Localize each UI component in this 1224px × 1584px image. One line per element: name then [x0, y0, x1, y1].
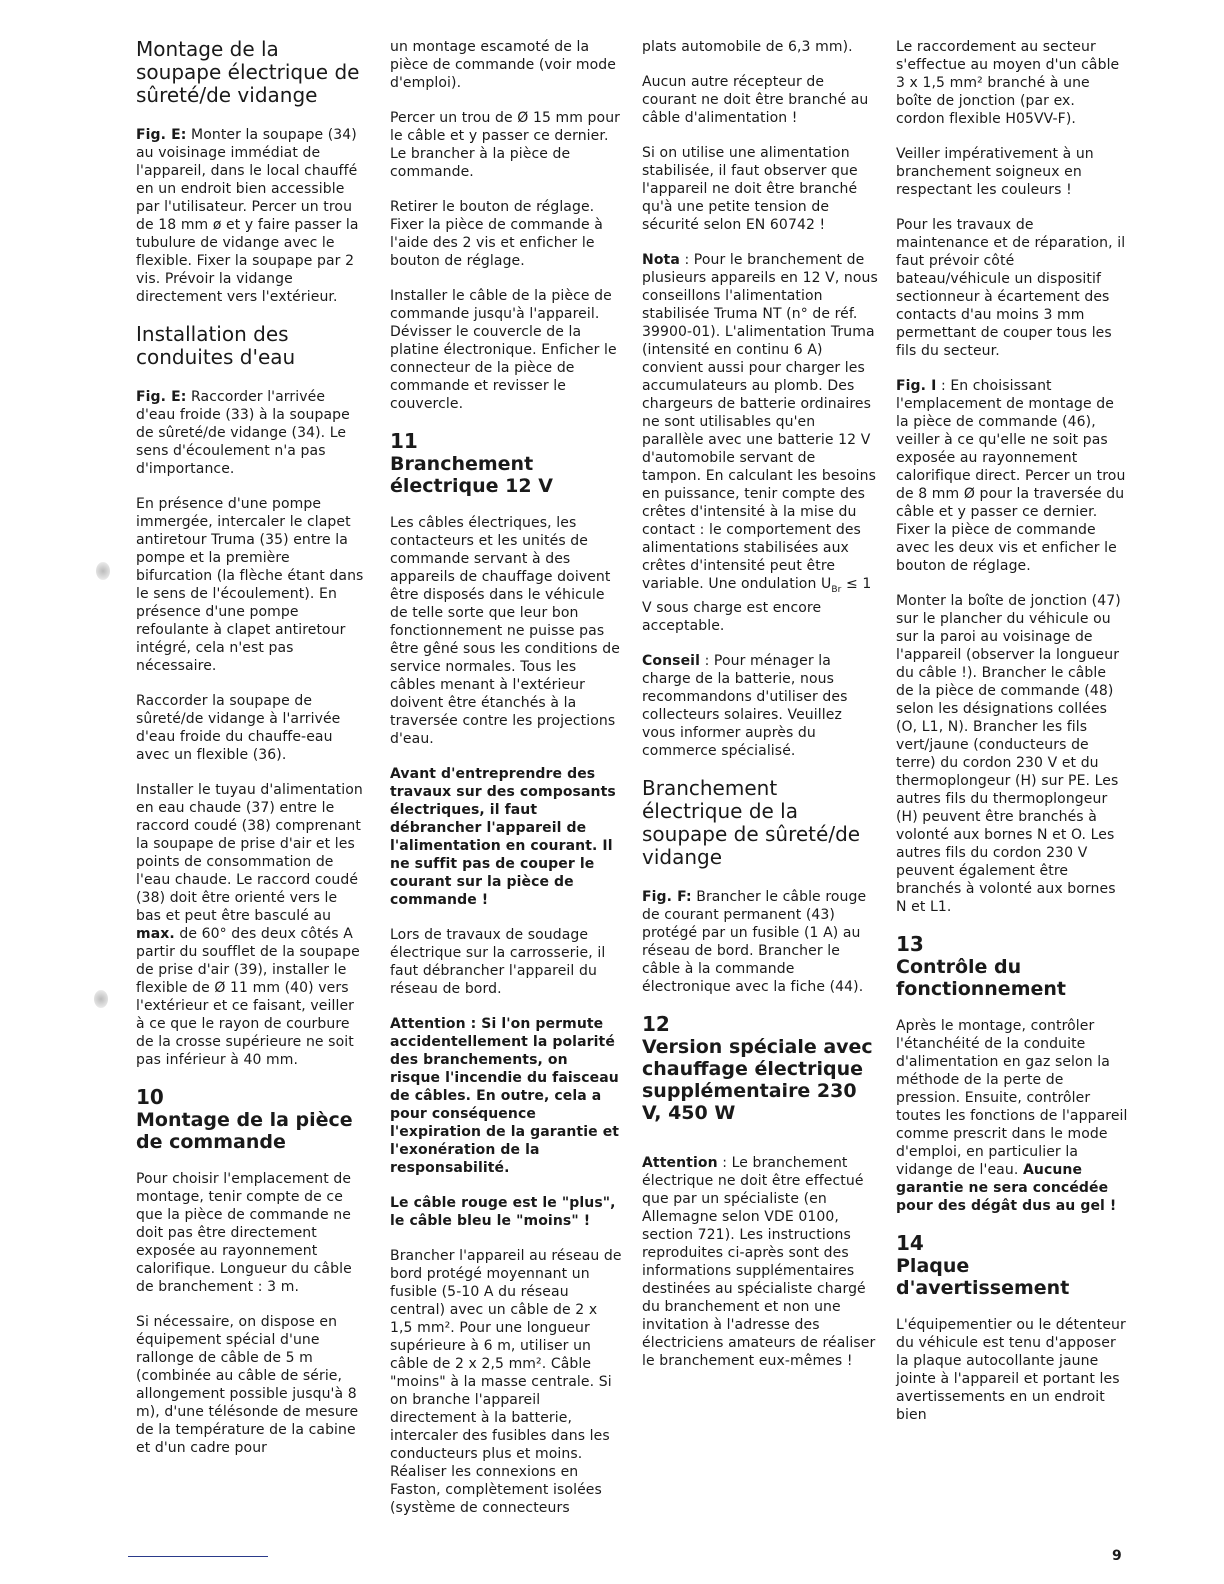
paragraph: Raccorder la soupape de sûreté/de vidange à l'arrivée d'eau froide du chauffe-eau avec un flexible (36). — [136, 693, 341, 763]
paragraph-text: Installer le tuyau d'alimentation en eau chaude (37) entre le raccord coudé (38) comprenant la soupape de prise d'air et les points de consommation de l'eau chaude. Le raccord coudé (38) doit être orienté vers le bas et peut être basculé au — [136, 782, 363, 924]
paragraph — [136, 126, 364, 306]
heading-section-13: Contrôle du fonctionnement — [896, 956, 1066, 1000]
fig-ref: Fig. I — [896, 378, 937, 394]
paragraph — [136, 781, 364, 1069]
paragraph: Si on utilise une alimentation stabilisée, il faut observer que l'appareil ne doit être branché qu'à une petite tension de sécurité selon EN 60742 ! — [642, 145, 858, 233]
heading-valve-mount: Montage de la soupape électrique de sûreté/de vidange — [136, 37, 360, 107]
paragraph: Pour choisir l'emplacement de montage, tenir compte de ce que la pièce de commande ne doit pas être directement exposée au rayonnement calorifique. Longueur du câble de branchement : 3 m. — [136, 1171, 352, 1295]
note-label: Nota — [642, 252, 680, 268]
warranty-warning: Aucune garantie ne sera concédée pour des dégât dus au gel ! — [896, 1162, 1117, 1214]
section-number-14: 14 — [896, 1231, 924, 1255]
column-1 — [136, 38, 364, 1474]
paragraph-text: Raccorder l'arrivée d'eau froide (33) à la soupape de sûreté/de vidange (34). Le sens d'écoulement n'a pas d'importance. — [136, 389, 350, 477]
heading-section-14: Plaque d'avertissement — [896, 1255, 1070, 1299]
paragraph — [896, 377, 1128, 575]
paragraph: Si nécessaire, on dispose en équipement spécial d'une rallonge de câble de 5 m (combinée au câble de série, allongement possible jusqu'à 8 m), d'une télésonde de mesure de la température de la cabine et d'un cadre pour — [136, 1314, 359, 1456]
paragraph: Installer le câble de la pièce de commande jusqu'à l'appareil. Dévisser le couvercle de la platine électronique. Enficher le connecteur de la pièce de commande et revisser le couvercle. — [390, 288, 617, 412]
punch-hole-top — [96, 562, 110, 580]
fig-ref: Fig. E: — [136, 127, 187, 143]
paragraph: Pour les travaux de maintenance et de réparation, il faut prévoir côté bateau/véhicule un dispositif sectionneur à écartement des contacts d'au moins 3 mm permettant de couper tous les fils du secteur. — [896, 217, 1126, 359]
paragraph: Percer un trou de Ø 15 mm pour le câble et y passer ce dernier. Le brancher à la pièce de commande. — [390, 110, 621, 180]
subscript: Br — [831, 584, 842, 595]
paragraph-text: : Le branchement électrique ne doit être effectué que par un spécialiste (en Allemagne selon VDE 0100, section 721). Les instructions reproduites ci-après sont des informations supplémentaires destinées au spécialiste chargé du branchement et non une invitation à l'adresse des électriciens amateurs de réaliser le branchement eux-mêmes ! — [642, 1154, 876, 1369]
paragraph-text: Brancher le câble rouge de courant permanent (43) protégé par un fusible (1 A) au réseau de bord. Brancher le câble à la commande électronique avec la fiche (44). — [642, 888, 867, 995]
paragraph: Monter la boîte de jonction (47) sur le plancher du véhicule ou sur la paroi au voisinage de l'appareil (observer la longueur du câble !). Brancher le câble de la pièce de commande (48) selon les désignations collées (O, L1, N). Brancher les fils vert/jaune (conducteurs de terre) du cordon 230 V et du thermoplongeur (H) sur PE. Les autres fils du thermoplongeur (H) peuvent être branchés à volonté aux bornes N et O. Les autres fils du cordon 230 V peuvent également être branchés à volonté aux bornes N et L1. — [896, 593, 1121, 915]
paragraph — [642, 652, 878, 760]
tip-label: Conseil — [642, 652, 700, 669]
paragraph — [642, 251, 878, 635]
footer-rule — [128, 1556, 268, 1557]
max-label: max. — [136, 926, 175, 942]
heading-section-10: Montage de la pièce de commande — [136, 1109, 353, 1153]
paragraph — [642, 1154, 878, 1370]
section-number-13: 13 — [896, 932, 924, 956]
heading-section-12: Version spéciale avec chauffage électrique supplémentaire 230 V, 450 W — [642, 1035, 873, 1124]
paragraph: Brancher l'appareil au réseau de bord protégé moyennant un fusible (5-10 A du réseau central) avec un câble de 2 x 1,5 mm². Pour une longueur supérieure à 6 m, utiliser un câble de 2 x 2,5 mm². Câble "moins" à la masse centrale. Si on branche l'appareil directement à la batterie, intercaler des fusibles dans les conducteurs plus et moins. Réaliser les connexions en Faston, complètement isolées (système de connecteurs — [390, 1248, 622, 1516]
paragraph — [896, 1017, 1128, 1215]
section-number-12: 12 — [642, 1011, 670, 1036]
heading-section-11: Branchement électrique 12 V — [390, 453, 553, 497]
paragraph: L'équipementier ou le détenteur du véhicule est tenu d'apposer la plaque autocollante jaune jointe à l'appareil et portant les avertissements en un endroit bien — [896, 1317, 1126, 1423]
heading-valve-electric: Branchement électrique de la soupape de sûreté/de vidange — [642, 775, 861, 869]
paragraph: En présence d'une pompe immergée, intercaler le clapet antiretour Truma (35) entre la pompe et la première bifurcation (la flèche étant dans le sens de l'écoulement). En présence d'une pompe refoulante à clapet antiretour intégré, cela n'est pas nécessaire. — [136, 496, 364, 674]
warning-paragraph: Le câble rouge est le "plus", le câble bleu le "moins" ! — [390, 1195, 616, 1229]
paragraph: Les câbles électriques, les contacteurs et les unités de commande servant à des appareils de chauffage doivent être disposés dans le véhicule de telle sorte que leur bon fonctionnement ne puisse pas être gêné sous les conditions de service normales. Tous les câbles menant à l'extérieur doivent être étanchés à la traversée contre les projections d'eau. — [390, 515, 620, 747]
column-3 — [642, 38, 878, 1387]
warning-paragraph: Attention : Si l'on permute accidentellement la polarité des branchements, on risque l'incendie du faisceau de câbles. En outre, cela a pour conséquence l'expiration de la garantie et l'exonération de la responsabilité. — [390, 1016, 620, 1176]
paragraph — [136, 388, 364, 478]
paragraph: Le raccordement au secteur s'effectue au moyen d'un câble 3 x 1,5 mm² branché à une boîte de jonction (par ex. cordon flexible H05VV-F). — [896, 39, 1120, 127]
section-number-10: 10 — [136, 1085, 164, 1109]
paragraph-text: : Pour ménager la charge de la batterie, nous recommandons d'utiliser des collecteurs solaires. Veuillez vous informer auprès du commerce spécialisé. — [642, 652, 848, 759]
paragraph: Retirer le bouton de réglage. Fixer la pièce de commande à l'aide des 2 vis et enficher le bouton de réglage. — [390, 199, 603, 269]
paragraph-text: : En choisissant l'emplacement de montage de la pièce de commande (46), veiller à ce qu'elle ne soit pas exposée au rayonnement calorifique direct. Percer un trou de 8 mm Ø pour la traversée du câble et y passer ce dernier. Fixer la pièce de commande avec les deux vis et enficher le bouton de réglage. — [896, 378, 1126, 574]
fig-ref: Fig. E: — [136, 389, 187, 405]
attention-label: Attention — [642, 1154, 718, 1171]
paragraph: Lors de travaux de soudage électrique sur la carrosserie, il faut débrancher l'appareil du réseau de bord. — [390, 927, 606, 997]
paragraph-text: ≤ 1 V sous charge est encore acceptable. — [642, 576, 872, 634]
paragraph: plats automobile de 6,3 mm). — [642, 39, 853, 55]
paragraph-text: de 60° des deux côtés A partir du soufflet de la soupape de prise d'air (39), installer le flexible de Ø 11 mm (40) vers l'extérieur et ce faisant, veiller à ce que le rayon de courbure de la crosse supérieure ne soit pas inférieur à 40 mm. — [136, 926, 360, 1068]
paragraph — [642, 888, 878, 996]
fig-ref: Fig. F: — [642, 888, 692, 905]
paragraph: Aucun autre récepteur de courant ne doit être branché au câble d'alimentation ! — [642, 74, 869, 126]
paragraph: Veiller impérativement à un branchement soigneux en respectant les couleurs ! — [896, 146, 1094, 198]
page-number: 9 — [1112, 1548, 1122, 1564]
column-2 — [390, 38, 622, 1534]
paragraph-text: : Pour le branchement de plusieurs appareils en 12 V, nous conseillons l'alimentation stabilisée Truma NT (n° de réf. 39900-01). L'alimentation Truma (intensité en continu 6 A) convient aussi pour charger les accumulateurs au plomb. Des chargeurs de batterie ordinaires ne sont utilisables qu'en parallèle avec une batterie 12 V d'automobile servant de tampon. En calculant les besoins en puissance, tenir compte des crêtes d'intensité à la mise du contact : le comportement des alimentations stabilisées aux crêtes d'intensité peut être variable. Une ondulation U — [642, 252, 878, 592]
warning-paragraph: Avant d'entreprendre des travaux sur des composants électriques, il faut débrancher l'appareil de l'alimentation en courant. Il ne suffit pas de couper le courant sur la pièce de commande ! — [390, 766, 616, 908]
paragraph: un montage escamoté de la pièce de commande (voir mode d'emploi). — [390, 39, 616, 91]
paragraph-text: Monter la soupape (34) au voisinage immédiat de l'appareil, dans le local chauffé en un endroit bien accessible par l'utilisateur. Percer un trou de 18 mm ø et y faire passer la tubulure de vidange avec le flexible. Fixer la soupape par 2 vis. Prévoir la vidange directement vers l'extérieur. — [136, 127, 359, 305]
section-number-11: 11 — [390, 429, 418, 453]
heading-water-lines: Installation des conduites d'eau — [136, 322, 296, 369]
punch-hole-bottom — [94, 990, 108, 1008]
paragraph-text: Après le montage, contrôler l'étanchéité de la conduite d'alimentation en gaz selon la méthode de la perte de pression. Ensuite, contrôler toutes les fonctions de l'appareil comme prescrit dans le mode d'emploi, en particulier la vidange de l'eau. — [896, 1018, 1128, 1178]
column-4 — [896, 38, 1128, 1441]
